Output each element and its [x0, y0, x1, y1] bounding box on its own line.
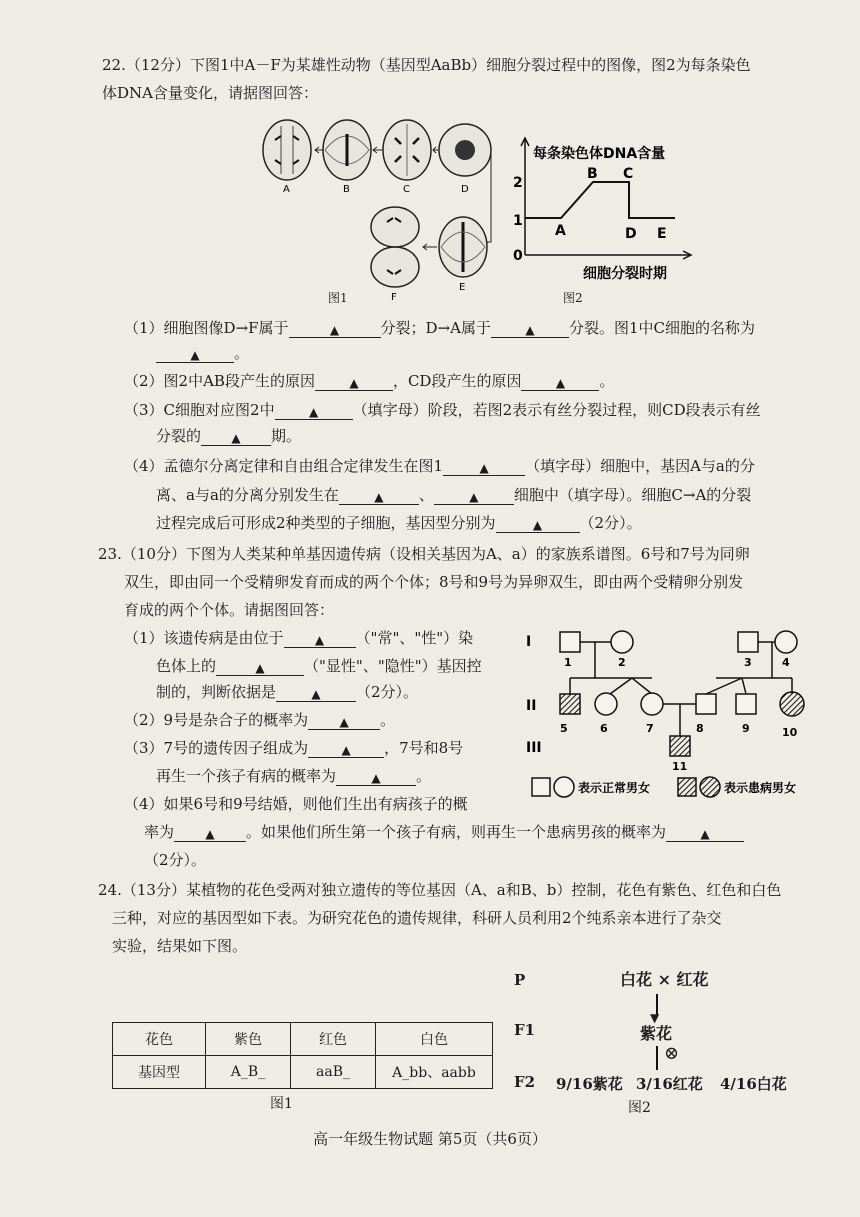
page-footer: 高一年级生物试题 第5页（共6页）	[313, 1130, 547, 1148]
id-9: 9	[742, 722, 750, 735]
id-8: 8	[696, 722, 704, 735]
id-3: 3	[744, 656, 752, 669]
legend-normal-text: 表示正常男女	[578, 781, 651, 795]
fig2-point-D: D	[625, 226, 637, 242]
answer-blank[interactable]: ▲	[434, 486, 514, 505]
q24-stem-line1: 24.（13分）某植物的花色受两对独立遗传的等位基因（A、a和B、b）控制，花色有紫色、红色和白色	[98, 881, 782, 899]
person-10	[780, 692, 804, 716]
answer-blank[interactable]: ▲	[336, 767, 416, 786]
q23-stem-line1: 23.（10分）下图为人类某种单基因遗传病（设相关基因为A、a）的家族系谱图。6号和7号为同卵	[98, 545, 750, 563]
fig2-xlabel: 细胞分裂时期	[583, 266, 667, 282]
person-7	[641, 693, 663, 715]
cross-f2-white: 4/16白花	[720, 1075, 787, 1093]
person-8	[696, 694, 716, 714]
q24-stem-line3: 实验，结果如下图。	[112, 937, 248, 955]
person-6	[595, 693, 617, 715]
fig2-ytick-1: 1	[513, 213, 523, 229]
fig2-line	[525, 182, 675, 218]
q23-pedigree	[520, 620, 835, 805]
answer-blank[interactable]: ▲	[443, 457, 525, 476]
person-11	[670, 736, 690, 756]
answer-blank[interactable]: ▲	[308, 711, 380, 730]
cross-caption: 图2	[628, 1100, 651, 1116]
answer-blank[interactable]: ▲	[666, 823, 744, 842]
answer-blank[interactable]: ▲	[284, 629, 356, 648]
table-caption: 图1	[270, 1096, 293, 1112]
fig2-point-A: A	[555, 223, 566, 239]
answer-blank[interactable]: ▲	[521, 372, 599, 391]
legend-affected-text: 表示患病男女	[724, 781, 797, 795]
answer-blank[interactable]: ▲	[201, 427, 271, 446]
answer-blank[interactable]: ▲	[289, 319, 381, 338]
table-header: 花色	[113, 1023, 206, 1056]
cell-D	[439, 124, 491, 176]
q23-sub4-line3: （2分）。	[144, 851, 207, 869]
q22-figure1	[255, 112, 495, 307]
answer-blank[interactable]: ▲	[315, 372, 393, 391]
cross-f2-purple: 9/16紫花	[556, 1075, 623, 1093]
id-6: 6	[600, 722, 608, 735]
answer-blank[interactable]: ▲	[491, 319, 569, 338]
legend-normal-female	[554, 777, 574, 797]
table-header: 红色	[291, 1023, 376, 1056]
cell-C	[383, 120, 431, 180]
answer-blank[interactable]: ▲	[216, 657, 304, 676]
gen-II: II	[526, 698, 537, 714]
table-cell: aaB_	[291, 1056, 376, 1089]
q22-sub3-line2: 分裂的 ▲ 期。	[156, 427, 302, 445]
q22-figure2	[505, 130, 705, 285]
cell-label-F: F	[391, 292, 397, 303]
cell-label-C: C	[403, 184, 410, 195]
fig2-point-B: B	[587, 166, 598, 182]
q23-sub1-line1: （1）该遗传病是由位于 ▲ （"常"、"性"）染	[124, 629, 474, 647]
q23-stem-line3: 育成的两个个体。请据图回答：	[124, 601, 335, 619]
id-2: 2	[618, 656, 626, 669]
fig2-caption: 图2	[563, 291, 583, 305]
table-header: 紫色	[206, 1023, 291, 1056]
q22-sub4-line1: （4）孟德尔分离定律和自由组合定律发生在图1 ▲ （填字母）细胞中，基因A与a的分	[124, 457, 755, 475]
gen-III: III	[526, 740, 542, 756]
cell-label-A: A	[283, 184, 290, 195]
selfing-arrow	[656, 1046, 658, 1070]
cross-f2-label: F2	[514, 1073, 536, 1091]
cross-p-text: 白花 × 红花	[620, 970, 709, 989]
person-5	[560, 694, 580, 714]
q23-sub4-line2: 率为 ▲ 。如果他们所生第一个孩子有病，则再生一个患病男孩的概率为 ▲	[144, 822, 744, 842]
cell-B	[323, 120, 371, 180]
person-4	[775, 631, 797, 653]
id-1: 1	[564, 656, 572, 669]
id-11: 11	[672, 760, 688, 773]
gen-I: I	[526, 634, 532, 650]
cell-label-D: D	[461, 184, 469, 195]
fig2-ytick-0: 0	[513, 248, 523, 264]
q23-sub4-line1: （4）如果6号和9号结婚，则他们生出有病孩子的概	[124, 795, 468, 813]
person-9	[736, 694, 756, 714]
cell-A	[263, 120, 311, 180]
fig2-ylabel: 每条染色体DNA含量	[533, 146, 666, 162]
cross-f1-label: F1	[514, 1021, 536, 1039]
person-2	[611, 631, 633, 653]
table-cell: A_B_	[206, 1056, 291, 1089]
id-5: 5	[560, 722, 568, 735]
q22-sub2: （2）图2中AB段产生的原因 ▲ ，CD段产生的原因 ▲ 。	[124, 372, 615, 390]
table-header-row	[113, 1023, 493, 1056]
q22-stem-line1: 22.（12分）下图1中A－F为某雄性动物（基因型AaBb）细胞分裂过程中的图像，图2为每条染色	[102, 56, 751, 74]
answer-blank[interactable]: ▲	[496, 514, 580, 533]
selfing-symbol: ⊗	[664, 1043, 680, 1064]
q22-sub1-line1: （1）细胞图像D→F属于 ▲ 分裂；D→A属于 ▲ 分裂。图1中C细胞的名称为	[124, 319, 756, 337]
id-7: 7	[646, 722, 654, 735]
cross-f2-red: 3/16红花	[636, 1075, 703, 1093]
q23-sub1-line3: 制的，判断依据是 ▲ （2分）。	[156, 683, 419, 701]
cross-f1-text: 紫花	[640, 1024, 673, 1043]
cell-label-B: B	[343, 184, 350, 195]
cross-p-label: P	[514, 971, 526, 989]
person-1	[560, 632, 580, 652]
cell-label-E: E	[459, 282, 466, 293]
q22-sub1-line2: ▲ 。	[156, 343, 249, 363]
legend-affected-female	[700, 777, 720, 797]
id-10: 10	[782, 726, 798, 739]
person-3	[738, 632, 758, 652]
q23-stem-line2: 双生，即由同一个受精卵发育而成的两个个体；8号和9号为异卵双生，即由两个受精卵分别发	[124, 573, 744, 591]
fig2-ytick-2: 2	[513, 175, 523, 191]
id-4: 4	[782, 656, 790, 669]
cell-F	[371, 207, 419, 287]
answer-blank[interactable]: ▲	[275, 401, 353, 420]
fig2-point-E: E	[657, 226, 667, 242]
answer-blank[interactable]: ▲	[156, 344, 234, 363]
q24-stem-line2: 三种，对应的基因型如下表。为研究花色的遗传规律，科研人员利用2个纯系亲本进行了杂交	[112, 909, 722, 927]
answer-blank[interactable]: ▲	[339, 486, 419, 505]
legend-normal-male	[532, 778, 550, 796]
fig2-point-C: C	[623, 166, 634, 182]
table-row	[113, 1056, 493, 1089]
fig1-caption: 图1	[328, 291, 348, 305]
q22-sub4-line3: 过程完成后可形成2种类型的子细胞，基因型分别为 ▲ （2分）。	[156, 514, 642, 532]
genotype-table	[112, 1022, 493, 1089]
q22-sub3-line1: （3）C细胞对应图2中 ▲ （填字母）阶段，若图2表示有丝分裂过程，则CD段表示有丝	[124, 401, 761, 419]
cell-E	[439, 217, 487, 277]
arrow-head: ▼	[650, 1011, 660, 1025]
table-cell: 基因型	[113, 1056, 206, 1089]
answer-blank[interactable]: ▲	[174, 823, 246, 842]
q23-sub3-line2: 再生一个孩子有病的概率为 ▲ 。	[156, 767, 432, 785]
table-header: 白色	[376, 1023, 493, 1056]
q23-sub2: （2）9号是杂合子的概率为 ▲ 。	[124, 711, 396, 729]
q23-sub3-line1: （3）7号的遗传因子组成为 ▲ ，7号和8号	[124, 739, 464, 757]
q22-sub4-line2: 离、a与a的分离分别发生在 ▲ 、 ▲ 细胞中（填字母）。细胞C→A的分裂	[156, 486, 752, 504]
legend-affected-male	[678, 778, 696, 796]
table-cell: A_bb、aabb	[376, 1056, 493, 1089]
answer-blank[interactable]: ▲	[308, 739, 384, 758]
q22-stem-line2: 体DNA含量变化，请据图回答：	[102, 84, 318, 102]
answer-blank[interactable]: ▲	[276, 683, 356, 702]
q23-sub1-line2: 色体上的 ▲ （"显性"、"隐性"）基因控	[156, 657, 482, 675]
